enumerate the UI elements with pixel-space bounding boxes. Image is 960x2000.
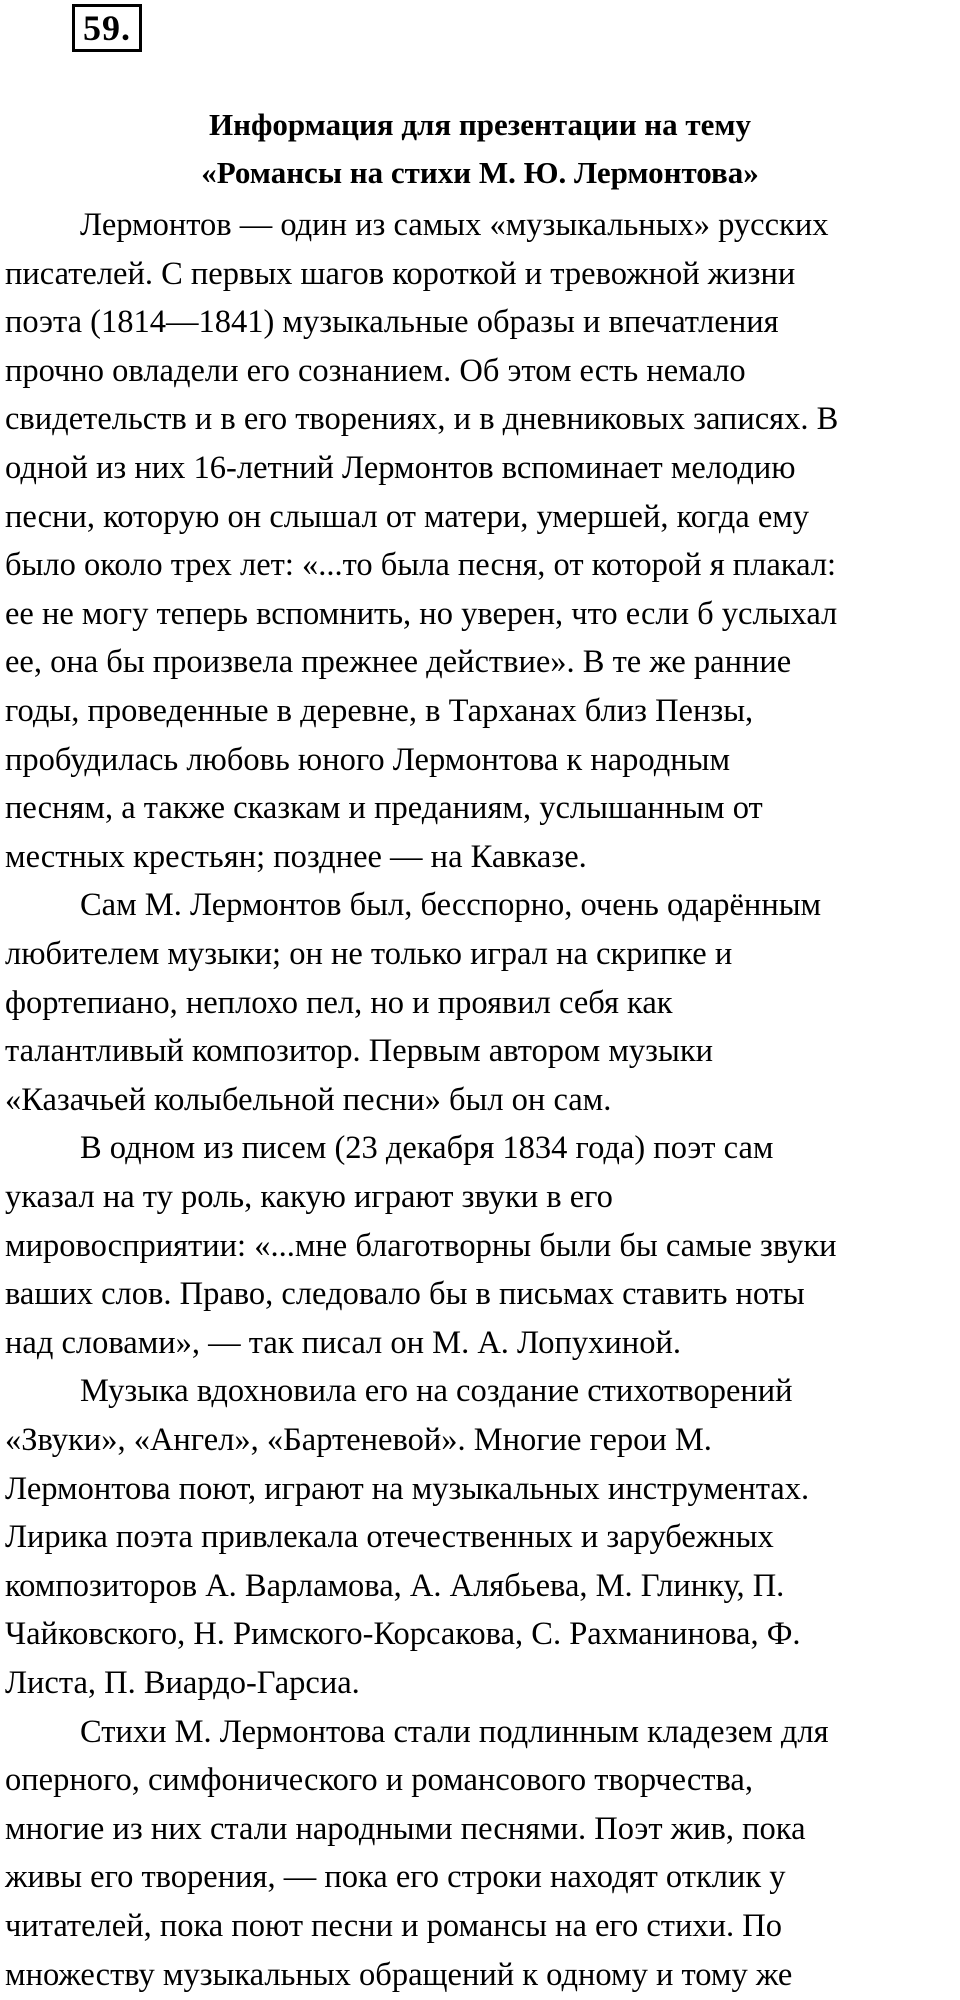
- text-line: «Звуки», «Ангел», «Бартеневой». Многие герои М.: [5, 1422, 712, 1458]
- text-line: живы его творения, — пока его строки находят отклик у: [5, 1859, 786, 1896]
- text-line: талантливый композитор. Первым автором музыки: [5, 1033, 714, 1070]
- text-line: свидетельств и в его творениях, и в дневниковых записях. В: [5, 401, 839, 438]
- text-line: Стихи М. Лермонтова стали подлинным кладезем для: [80, 1713, 829, 1750]
- text-line: В одном из писем (23 декабря 1834 года) поэт сам: [80, 1130, 774, 1167]
- title-line-1: Информация для презентации на тему: [208, 107, 752, 142]
- text-line: Лермонтов — один из самых «музыкальных» русских: [80, 207, 829, 243]
- text-line: Чайковского, Н. Римского-Корсакова, С. Рахманинова, Ф.: [5, 1616, 801, 1653]
- text-line: читателей, пока поют песни и романсы на его стихи. По: [5, 1908, 782, 1944]
- text-line: пробудилась любовь юного Лермонтова к народным: [5, 741, 731, 778]
- text-line: оперного, симфонического и романсового творчества,: [5, 1762, 753, 1799]
- text-line: любителем музыки; он не только играл на скрипке и: [5, 936, 733, 972]
- text-line: песням, а также сказкам и преданиям, услышанным от: [5, 790, 763, 827]
- text-line: множеству музыкальных обращений к одному и тому же: [5, 1956, 793, 1993]
- text-line: одной из них 16-летний Лермонтов вспоминает мелодию: [5, 450, 796, 486]
- title-line-2: «Романсы на стихи М. Ю. Лермонтова»: [201, 155, 759, 190]
- text-line: было около трех лет: «...то была песня, от которой я плакал:: [5, 547, 837, 584]
- text-line: годы, проведенные в деревне, в Тарханах близ Пензы,: [5, 693, 754, 729]
- text-line: ее, она бы произвела прежнее действие». В те же ранние: [5, 644, 792, 681]
- text-line: композиторов А. Варламова, А. Алябьева, М. Глинку, П.: [5, 1567, 785, 1604]
- text-line: Лирика поэта привлекала отечественных и зарубежных: [5, 1519, 774, 1556]
- text-line: песни, которую он слышал от матери, умершей, когда ему: [5, 498, 810, 535]
- text-line: многие из них стали народными песнями. Поэт жив, пока: [5, 1810, 806, 1847]
- text-line: ваших слов. Право, следовало бы в письмах ставить ноты: [5, 1276, 805, 1313]
- text-line: прочно овладели его сознанием. Об этом есть немало: [5, 352, 746, 389]
- text-line: Музыка вдохновила его на создание стихотворений: [80, 1373, 793, 1410]
- text-line: над словами», — так писал он М. А. Лопухиной.: [5, 1324, 681, 1361]
- text-line: фортепиано, неплохо пел, но и проявил себя как: [5, 984, 673, 1021]
- text-line: поэта (1814—1841) музыкальные образы и впечатления: [5, 304, 779, 341]
- text-line: писателей. С первых шагов короткой и тревожной жизни: [5, 255, 796, 292]
- text-line: мировосприятии: «...мне благотворны были бы самые звуки: [5, 1227, 837, 1264]
- text-line: Сам М. Лермонтов был, бесспорно, очень одарённым: [80, 887, 822, 924]
- text-line: «Казачьей колыбельной песни» был он сам.: [5, 1081, 612, 1118]
- text-line: Лермонтова поют, играют на музыкальных инструментах.: [5, 1470, 810, 1507]
- text-line: указал на ту роль, какую играют звуки в его: [5, 1179, 613, 1215]
- text-line: местных крестьян; позднее — на Кавказе.: [5, 838, 587, 875]
- task-number: 59.: [72, 4, 142, 52]
- text-line: Листа, П. Виардо-Гарсиа.: [5, 1665, 360, 1701]
- text-line: ее не могу теперь вспомнить, но уверен, что если б услыхал: [5, 595, 838, 632]
